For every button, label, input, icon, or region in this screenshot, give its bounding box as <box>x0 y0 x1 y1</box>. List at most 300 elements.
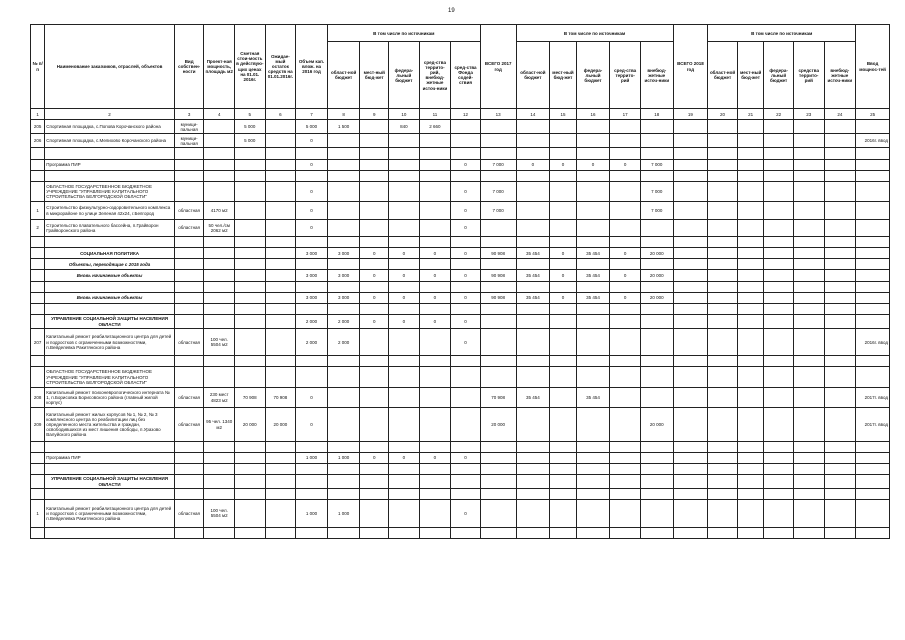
table-cell <box>419 463 451 474</box>
table-cell <box>737 475 764 489</box>
table-cell <box>235 367 266 387</box>
table-cell: 0 <box>296 181 328 201</box>
header-cell: Объем кап. влож. на 2016 год <box>296 25 328 109</box>
table-cell <box>708 219 738 236</box>
object-name <box>45 489 175 500</box>
table-cell <box>296 527 328 538</box>
table-cell <box>550 367 577 387</box>
table-cell <box>265 489 296 500</box>
table-cell: областная <box>174 408 204 441</box>
column-number-row <box>31 109 890 120</box>
table-cell: 50 чел./см 2062 м2 <box>204 219 235 236</box>
table-cell <box>480 120 516 134</box>
table-cell <box>610 463 641 474</box>
table-cell <box>327 367 360 387</box>
table-cell <box>550 315 577 329</box>
table-cell <box>235 248 266 259</box>
table-cell <box>327 489 360 500</box>
table-cell <box>480 315 516 329</box>
table-cell: 0 <box>550 292 577 303</box>
table-cell: 35 454 <box>576 292 610 303</box>
table-cell <box>389 281 420 292</box>
table-cell <box>824 259 856 270</box>
table-cell <box>235 170 266 181</box>
table-cell <box>265 120 296 134</box>
table-cell: 0 <box>610 248 641 259</box>
table-cell <box>640 120 673 134</box>
table-cell <box>673 134 708 148</box>
table-cell <box>419 489 451 500</box>
table-cell <box>204 120 235 134</box>
table-cell <box>673 159 708 170</box>
table-row <box>31 303 890 314</box>
table-cell <box>480 329 516 356</box>
table-cell <box>480 134 516 148</box>
table-cell <box>708 281 738 292</box>
table-cell <box>737 148 764 159</box>
table-cell <box>640 367 673 387</box>
table-cell <box>793 441 824 452</box>
table-cell <box>550 527 577 538</box>
table-cell: 0 <box>389 452 420 463</box>
table-cell <box>708 134 738 148</box>
table-cell: областная <box>174 219 204 236</box>
table-cell <box>764 367 794 387</box>
header-cell: мест-ный бюд-жет <box>737 42 764 109</box>
table-cell <box>360 303 389 314</box>
table-cell <box>824 237 856 248</box>
table-cell <box>31 441 45 452</box>
object-name: Объекты, переходящие с 2015 года <box>45 259 175 270</box>
table-row <box>31 356 890 367</box>
table-cell <box>235 356 266 367</box>
table-cell: 0 <box>451 219 481 236</box>
table-cell: 35 454 <box>516 292 550 303</box>
table-cell: 2017г. ввод <box>856 408 890 441</box>
table-cell: 35 454 <box>516 387 550 407</box>
table-cell <box>764 134 794 148</box>
table-cell <box>576 170 610 181</box>
table-cell <box>550 237 577 248</box>
table-cell <box>824 134 856 148</box>
table-cell <box>708 500 738 527</box>
table-cell <box>389 237 420 248</box>
table-cell: 0 <box>576 159 610 170</box>
table-cell <box>856 367 890 387</box>
table-cell <box>296 441 328 452</box>
table-cell: 7 000 <box>640 181 673 201</box>
table-row <box>31 315 890 329</box>
column-number: 24 <box>824 109 856 120</box>
table-cell <box>31 159 45 170</box>
table-cell <box>640 463 673 474</box>
table-cell <box>480 500 516 527</box>
table-cell: 1 500 <box>327 120 360 134</box>
table-row <box>31 219 890 236</box>
table-cell: областная <box>174 500 204 527</box>
table-cell <box>673 356 708 367</box>
table-cell: 0 <box>389 315 420 329</box>
table-cell <box>793 202 824 219</box>
table-cell <box>856 441 890 452</box>
table-cell: 35 454 <box>516 270 550 281</box>
table-cell <box>235 281 266 292</box>
table-cell <box>451 475 481 489</box>
object-name <box>45 281 175 292</box>
table-cell: 20 000 <box>640 270 673 281</box>
table-cell <box>516 329 550 356</box>
object-name <box>45 148 175 159</box>
table-cell <box>673 475 708 489</box>
table-cell <box>824 170 856 181</box>
table-cell <box>673 303 708 314</box>
table-cell <box>764 441 794 452</box>
table-cell <box>856 270 890 281</box>
table-cell <box>793 134 824 148</box>
table-cell <box>673 452 708 463</box>
table-row <box>31 441 890 452</box>
column-number: 14 <box>516 109 550 120</box>
table-cell <box>737 159 764 170</box>
table-cell <box>673 292 708 303</box>
table-cell <box>235 527 266 538</box>
table-cell <box>360 441 389 452</box>
table-cell: 2 000 <box>296 329 328 356</box>
table-cell <box>640 148 673 159</box>
table-cell <box>576 202 610 219</box>
table-cell <box>419 408 451 441</box>
column-number: 10 <box>389 109 420 120</box>
table-cell <box>174 489 204 500</box>
table-cell: 1 000 <box>296 452 328 463</box>
table-cell <box>673 527 708 538</box>
table-cell <box>516 489 550 500</box>
table-cell <box>793 315 824 329</box>
table-cell <box>419 367 451 387</box>
table-row <box>31 134 890 148</box>
header-cell: сред-ства Фонда содей-ствия <box>451 42 481 109</box>
table-cell <box>576 463 610 474</box>
table-cell <box>389 367 420 387</box>
table-cell <box>576 148 610 159</box>
table-cell <box>856 237 890 248</box>
table-cell <box>204 237 235 248</box>
table-cell <box>550 408 577 441</box>
table-cell: муници-пальная <box>174 134 204 148</box>
table-cell <box>327 441 360 452</box>
table-cell <box>737 120 764 134</box>
table-row <box>31 202 890 219</box>
table-cell <box>793 367 824 387</box>
table-cell <box>265 303 296 314</box>
column-number: 4 <box>204 109 235 120</box>
table-cell <box>480 367 516 387</box>
table-cell <box>856 202 890 219</box>
table-cell: 20 000 <box>235 408 266 441</box>
table-cell <box>610 219 641 236</box>
table-cell: 20 000 <box>640 292 673 303</box>
table-cell <box>235 259 266 270</box>
table-cell <box>174 367 204 387</box>
table-cell: 207 <box>31 329 45 356</box>
table-cell <box>451 408 481 441</box>
object-name <box>45 463 175 474</box>
table-cell <box>824 219 856 236</box>
table-cell <box>737 489 764 500</box>
table-cell <box>480 527 516 538</box>
table-cell <box>793 463 824 474</box>
table-cell <box>235 329 266 356</box>
table-cell <box>327 219 360 236</box>
table-cell <box>673 120 708 134</box>
table-cell <box>824 356 856 367</box>
table-cell <box>419 202 451 219</box>
table-cell <box>793 527 824 538</box>
table-cell <box>793 159 824 170</box>
table-cell <box>451 441 481 452</box>
table-cell <box>673 441 708 452</box>
table-cell <box>419 329 451 356</box>
table-cell <box>296 170 328 181</box>
table-cell <box>235 463 266 474</box>
table-cell <box>327 527 360 538</box>
table-cell <box>389 500 420 527</box>
table-cell <box>856 356 890 367</box>
table-row <box>31 159 890 170</box>
table-row <box>31 292 890 303</box>
table-cell <box>856 181 890 201</box>
table-cell <box>793 356 824 367</box>
table-cell <box>235 292 266 303</box>
table-cell <box>856 527 890 538</box>
table-cell <box>764 489 794 500</box>
table-cell <box>550 148 577 159</box>
object-name <box>45 356 175 367</box>
table-cell <box>550 219 577 236</box>
table-cell <box>737 259 764 270</box>
table-cell <box>610 356 641 367</box>
table-cell: 2 <box>31 219 45 236</box>
header-row <box>31 25 890 42</box>
column-number: 6 <box>265 109 296 120</box>
table-cell <box>824 408 856 441</box>
object-name: Спортивная площадка, с.Мелихово Корочанского района <box>45 134 175 148</box>
header-cell: Вид собствен-ности <box>174 25 204 109</box>
table-cell <box>327 259 360 270</box>
table-cell <box>327 237 360 248</box>
header-cell: внебюд-жетные источ-ники <box>824 42 856 109</box>
table-cell: 2016г. ввод <box>856 329 890 356</box>
table-cell <box>793 148 824 159</box>
table-cell: 0 <box>451 270 481 281</box>
header-cell: мест-ный бюд-жет <box>360 42 389 109</box>
table-cell <box>764 237 794 248</box>
table-cell: 4170 м2 <box>204 202 235 219</box>
table-cell <box>824 500 856 527</box>
table-cell <box>235 181 266 201</box>
table-cell <box>327 387 360 407</box>
table-cell <box>737 270 764 281</box>
table-cell <box>204 281 235 292</box>
table-cell <box>824 281 856 292</box>
table-cell <box>516 408 550 441</box>
table-cell <box>610 134 641 148</box>
table-cell: 7 000 <box>480 202 516 219</box>
table-cell <box>296 475 328 489</box>
table-cell: 100 чел. 5504 м2 <box>204 500 235 527</box>
table-cell <box>737 463 764 474</box>
table-cell <box>550 475 577 489</box>
table-cell <box>360 181 389 201</box>
table-cell <box>480 259 516 270</box>
table-cell <box>610 367 641 387</box>
table-cell <box>737 248 764 259</box>
object-name: Строительство плавательного бассейна, п.Грайворон Грайворонского района <box>45 219 175 236</box>
table-cell <box>31 237 45 248</box>
table-cell <box>480 219 516 236</box>
header-cell: внебюд-жетные источ-ники <box>640 42 673 109</box>
table-cell <box>576 475 610 489</box>
table-cell <box>360 148 389 159</box>
table-cell: 70 908 <box>480 387 516 407</box>
table-cell <box>764 181 794 201</box>
table-cell: 0 <box>360 248 389 259</box>
table-cell: 90 908 <box>480 248 516 259</box>
table-cell <box>673 202 708 219</box>
table-cell <box>576 329 610 356</box>
table-cell: 20 000 <box>640 248 673 259</box>
table-cell <box>31 270 45 281</box>
table-cell <box>174 270 204 281</box>
table-cell <box>360 134 389 148</box>
table-cell <box>174 452 204 463</box>
table-cell <box>265 292 296 303</box>
object-name: Вновь начинаемые объекты <box>45 270 175 281</box>
table-cell <box>451 356 481 367</box>
header-cell: мест-ный бюд-жет <box>550 42 577 109</box>
table-row <box>31 270 890 281</box>
table-cell <box>824 452 856 463</box>
table-cell <box>389 219 420 236</box>
column-number: 15 <box>550 109 577 120</box>
table-cell: 20 000 <box>640 408 673 441</box>
table-cell <box>516 463 550 474</box>
table-cell <box>204 303 235 314</box>
table-cell <box>576 219 610 236</box>
table-cell <box>856 281 890 292</box>
table-cell <box>480 475 516 489</box>
table-cell <box>673 259 708 270</box>
header-cell: № п/п <box>31 25 45 109</box>
table-cell <box>389 202 420 219</box>
column-number: 13 <box>480 109 516 120</box>
table-cell <box>480 356 516 367</box>
table-cell <box>640 315 673 329</box>
table-cell: 0 <box>360 315 389 329</box>
table-row <box>31 387 890 407</box>
table-cell <box>419 159 451 170</box>
table-cell <box>856 259 890 270</box>
table-row <box>31 181 890 201</box>
table-cell: 0 <box>451 452 481 463</box>
table-cell <box>673 170 708 181</box>
table-cell <box>516 281 550 292</box>
table-cell <box>737 181 764 201</box>
table-cell <box>389 170 420 181</box>
table-cell <box>708 463 738 474</box>
table-cell <box>419 237 451 248</box>
table-cell: 2 000 <box>327 315 360 329</box>
table-cell: 0 <box>451 500 481 527</box>
table-cell <box>389 356 420 367</box>
table-cell <box>824 202 856 219</box>
table-cell <box>764 387 794 407</box>
table-cell <box>204 452 235 463</box>
table-cell <box>265 463 296 474</box>
table-cell <box>793 237 824 248</box>
table-cell: 0 <box>451 181 481 201</box>
table-cell: 3 000 <box>327 248 360 259</box>
table-cell <box>360 500 389 527</box>
object-name: Программа ПИР <box>45 452 175 463</box>
table-cell <box>673 489 708 500</box>
table-cell <box>550 452 577 463</box>
table-cell <box>174 259 204 270</box>
header-cell: сред-ства террито-рий, внебюд-жетные источ-ники <box>419 42 451 109</box>
table-cell <box>360 281 389 292</box>
table-cell <box>360 329 389 356</box>
column-number: 18 <box>640 109 673 120</box>
table-cell <box>31 475 45 489</box>
table-cell <box>204 292 235 303</box>
table-cell: 7 000 <box>640 202 673 219</box>
table-cell <box>550 170 577 181</box>
table-cell <box>389 527 420 538</box>
table-cell <box>824 120 856 134</box>
table-cell <box>708 452 738 463</box>
table-cell <box>265 134 296 148</box>
table-cell: 0 <box>419 248 451 259</box>
table-cell <box>31 527 45 538</box>
table-cell <box>419 259 451 270</box>
table-cell: 0 <box>451 248 481 259</box>
table-cell <box>516 500 550 527</box>
table-cell <box>576 120 610 134</box>
table-cell <box>389 463 420 474</box>
table-cell <box>174 356 204 367</box>
object-name: Капитальный ремонт психоневрологического интерната № 1, п.Борисовка Борисовского района (главный жилой корпус) <box>45 387 175 407</box>
table-cell <box>204 170 235 181</box>
table-cell <box>389 259 420 270</box>
table-cell <box>673 315 708 329</box>
header-cell: федера-льный бюджет <box>764 42 794 109</box>
table-cell: 1 000 <box>327 500 360 527</box>
table-cell: 230 мест 4823 м2 <box>204 387 235 407</box>
table-cell <box>673 367 708 387</box>
table-cell: 0 <box>451 292 481 303</box>
table-cell <box>737 387 764 407</box>
column-number: 3 <box>174 109 204 120</box>
table-cell <box>451 120 481 134</box>
table-cell: 2017г. ввод <box>856 387 890 407</box>
table-cell <box>640 441 673 452</box>
column-number: 19 <box>673 109 708 120</box>
table-cell <box>360 120 389 134</box>
table-cell <box>265 148 296 159</box>
table-cell <box>174 159 204 170</box>
table-cell <box>516 303 550 314</box>
table-cell <box>389 489 420 500</box>
